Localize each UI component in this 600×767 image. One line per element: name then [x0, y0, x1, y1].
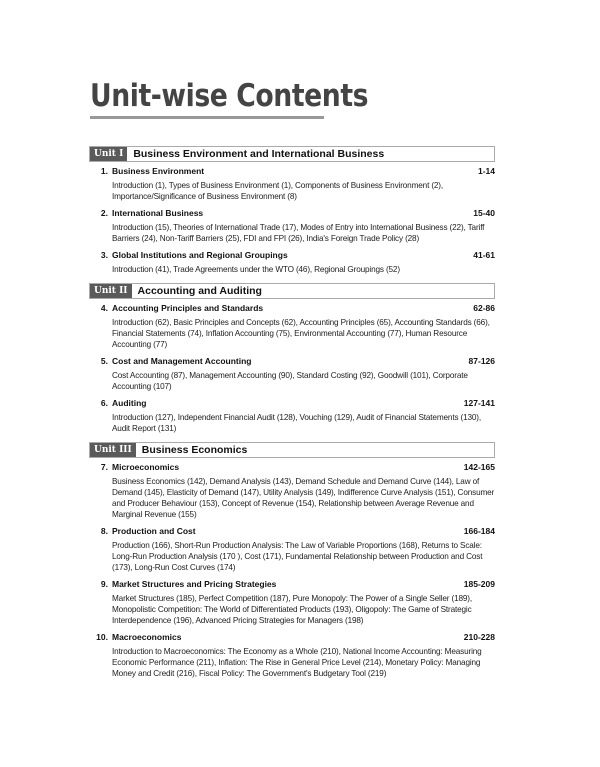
chapter-topics: Production (166), Short-Run Production Analysis: The Law of Variable Proportions (168), Returns to Scale: Long-Run Production Analysis (170 ), Cost (171), Fundamental Relationship between Production and Cost (173), Long-Run Cost Curves (174): [112, 541, 483, 572]
unit-tag: Unit I: [90, 147, 127, 161]
chapter-pages: 87-126: [468, 356, 495, 366]
unit-header: [89, 283, 495, 299]
chapter-entry: [95, 579, 495, 626]
chapter-topics: Cost Accounting (87), Management Accounting (90), Standard Costing (92), Goodwill (101), Corporate Accounting (107): [112, 371, 468, 391]
chapter-topics: Introduction (1), Types of Business Environment (1), Components of Business Environment (2), Importance/Significance of Business Environment (8): [112, 181, 443, 201]
chapter-number: 2.: [100, 208, 108, 218]
chapter-pages: 185-209: [463, 579, 495, 589]
chapter-title: Accounting Principles and Standards: [112, 303, 264, 313]
chapter-pages: 142-165: [463, 462, 495, 472]
chapter-topics: Introduction (41), Trade Agreements under the WTO (46), Regional Groupings (52): [112, 265, 400, 274]
chapter-entry: [95, 356, 495, 392]
chapter-pages: 41-61: [473, 250, 495, 260]
chapter-title: Global Institutions and Regional Groupings: [112, 250, 288, 260]
chapter-topics: Introduction (127), Independent Financial Audit (128), Vouching (129), Audit of Financial Statements (130), Audit Report (131): [112, 413, 481, 433]
page-title: Unit-wise Contents: [90, 78, 369, 114]
chapter-entry: [95, 250, 495, 275]
chapter-title: Production and Cost: [112, 526, 196, 536]
chapter-entry: [95, 398, 495, 434]
title-underline: [90, 116, 324, 119]
chapter-number: 9.: [100, 579, 108, 589]
unit-header: [89, 442, 495, 458]
chapter-entry: [95, 166, 495, 202]
chapter-pages: 15-40: [473, 208, 495, 218]
chapter-entry: [95, 208, 495, 244]
unit-header: [89, 146, 495, 162]
chapter-number: 4.: [100, 303, 108, 313]
chapter-title: Market Structures and Pricing Strategies: [112, 579, 277, 589]
unit-title: Accounting and Auditing: [137, 285, 262, 297]
chapter-number: 10.: [96, 632, 108, 642]
unit-section: [89, 442, 495, 679]
chapter-entry: [95, 303, 495, 350]
unit-tag: Unit III: [90, 443, 136, 457]
chapter-number: 7.: [100, 462, 108, 472]
chapter-topics: Market Structures (185), Perfect Competition (187), Pure Monopoly: The Power of a Single Seller (189), Monopolistic Competition: The World of Differentiated Products (193), Oligopoly: The Game of Strategic Interdependence (196), Advanced Pricing Strategies for Managers (198): [112, 594, 472, 625]
unit-tag: Unit II: [90, 284, 132, 298]
chapter-entry: [95, 462, 495, 520]
chapter-title: Business Environment: [112, 166, 205, 176]
unit-title: Business Environment and International Business: [133, 148, 385, 160]
chapter-number: 1.: [100, 166, 108, 176]
chapter-title: Auditing: [112, 398, 147, 408]
chapter-pages: 166-184: [463, 526, 495, 536]
chapter-number: 3.: [100, 250, 108, 260]
chapter-title: Cost and Management Accounting: [112, 356, 252, 366]
unit-section: [89, 283, 495, 434]
chapter-topics: Introduction (62), Basic Principles and Concepts (62), Accounting Principles (65), Accounting Standards (66), Financial Statements (74), Inflation Accounting (75), Environmental Accounting (77), Human Resource Accounting (77): [112, 318, 490, 349]
chapter-number: 5.: [100, 356, 108, 366]
chapter-entry: [95, 526, 495, 573]
chapter-topics: Introduction to Macroeconomics: The Economy as a Whole (210), National Income Accounting: Measuring Economic Performance (211), Inflation: The Rise in General Price Level (214), Monetary Policy: Managing Money and Credit (216), Fiscal Policy: The Government's Budgetary Tool (219): [112, 647, 482, 678]
chapter-number: 8.: [100, 526, 108, 536]
chapter-title: Microeconomics: [112, 462, 180, 472]
chapter-topics: Business Economics (142), Demand Analysis (143), Demand Schedule and Demand Curve (144), Law of Demand (145), Elasticity of Demand (147), Utility Analysis (149), Indifference Curve Analysis (151), Consumer and Producer Behaviour (153), Concept of Revenue (154), Relationship between Average Revenue and Marginal Revenue (155): [112, 477, 495, 519]
unit-title: Business Economics: [141, 444, 248, 456]
chapter-entry: [95, 632, 495, 679]
chapter-number: 6.: [100, 398, 108, 408]
chapter-pages: 1-14: [477, 166, 495, 176]
unit-section: [89, 146, 495, 275]
chapter-pages: 127-141: [463, 398, 495, 408]
chapter-pages: 62-86: [473, 303, 495, 313]
contents-list: [89, 146, 495, 685]
chapter-title: International Business: [112, 208, 204, 218]
chapter-title: Macroeconomics: [112, 632, 182, 642]
chapter-pages: 210-228: [463, 632, 495, 642]
chapter-topics: Introduction (15), Theories of International Trade (17), Modes of Entry into International Business (22), Tariff Barriers (24), Non-Tariff Barriers (25), FDI and FPI (26), India's Foreign Trade Policy (28): [112, 223, 485, 243]
